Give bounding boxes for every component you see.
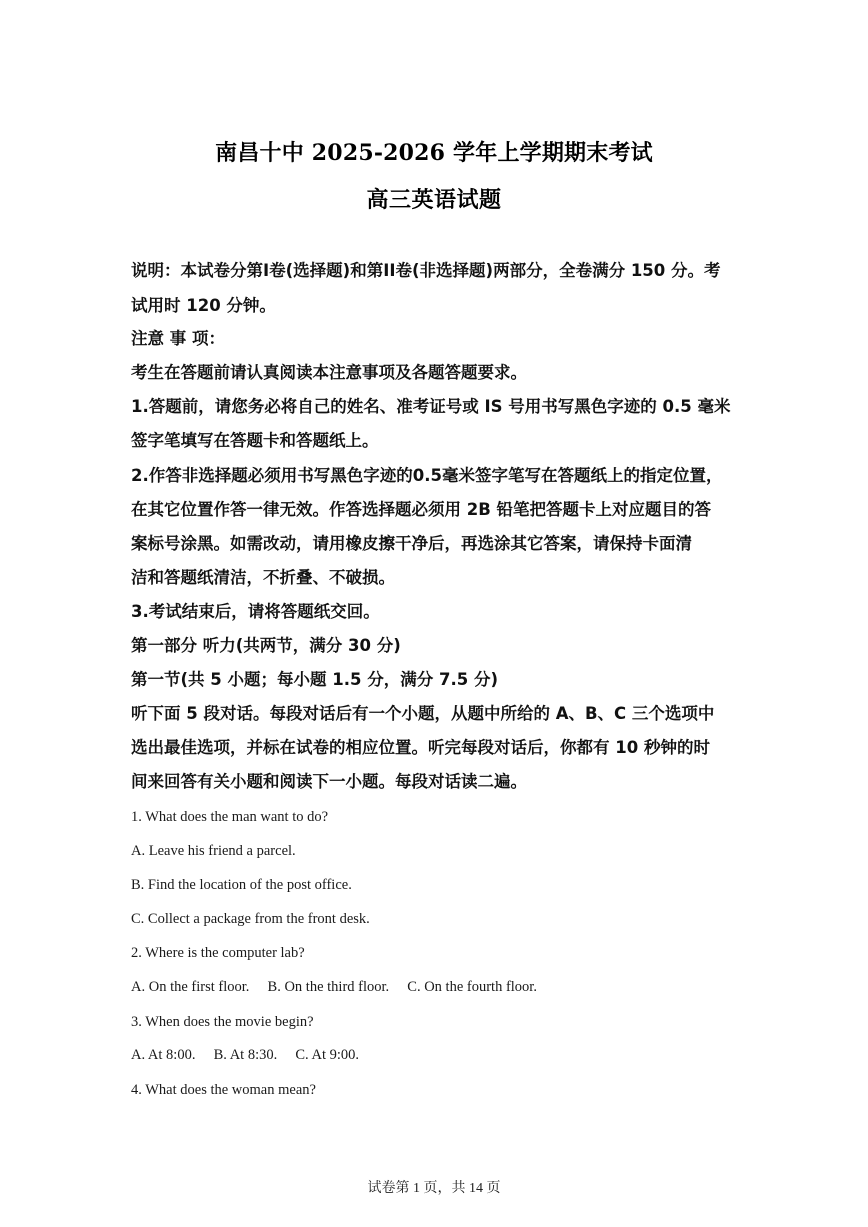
- question-1-option-c: C. Collect a package from the front desk.: [131, 911, 370, 927]
- instruction-item1-line2: 签字笔填写在答题卡和答题纸上。: [131, 431, 379, 450]
- instruction-item2-line1: 2.作答非选择题必须用书写黑色字迹的0.5毫米签字笔写在答题纸上的指定位置，: [131, 466, 723, 485]
- instruction-item3: 3.考试结束后，请将答题纸交回。: [131, 602, 380, 621]
- attention-intro: 考生在答题前请认真阅读本注意事项及各题答题要求。: [131, 363, 527, 382]
- attention-heading: 注意 事 项：: [131, 329, 225, 348]
- instruction-item2-line2: 在其它位置作答一律无效。作答选择题必须用 2B 铅笔把答题卡上对应题目的答: [131, 500, 712, 519]
- instruction-item2-line3: 案标号涂黑。如需改动，请用橡皮擦干净后，再选涂其它答案，请保持卡面清: [131, 534, 692, 553]
- question-3: 3. When does the movie begin?: [131, 1014, 314, 1030]
- page-footer: 试卷第 1 页，共 14 页: [367, 1181, 501, 1196]
- directions-line1: 听下面 5 段对话。每段对话后有一个小题，从题中所给的 A、B、C 三个选项中: [131, 704, 715, 723]
- instruction-item2-line4: 洁和答题纸清洁，不折叠、不破损。: [131, 568, 395, 587]
- instructions-note-line2: 试用时 120 分钟。: [131, 296, 276, 315]
- question-1-option-b: B. Find the location of the post office.: [131, 877, 352, 893]
- section-part1-heading: 第一部分 听力(共两节，满分 30 分): [131, 636, 401, 655]
- question-3-options: A. At 8:00. B. At 8:30. C. At 9:00.: [131, 1047, 359, 1063]
- directions-line3: 间来回答有关小题和阅读下一小题。每段对话读二遍。: [131, 772, 527, 791]
- question-4: 4. What does the woman mean?: [131, 1082, 316, 1098]
- question-2-options: A. On the first floor. B. On the third floor. C. On the fourth floor.: [131, 979, 537, 995]
- exam-title: 南昌十中 2025-2026 学年上学期期末考试: [215, 140, 653, 166]
- instructions-note-line1: 说明：本试卷分第I卷(选择题)和第II卷(非选择题)两部分，全卷满分 150 分。考: [131, 261, 721, 280]
- question-2: 2. Where is the computer lab?: [131, 945, 305, 961]
- question-1-option-a: A. Leave his friend a parcel.: [131, 843, 296, 859]
- directions-line2: 选出最佳选项，并标在试卷的相应位置。听完每段对话后，你都有 10 秒钟的时: [131, 738, 710, 757]
- instruction-item1-line1: 1.答题前，请您务必将自己的姓名、准考证号或 IS 号用书写黑色字迹的 0.5 毫米: [131, 397, 731, 416]
- exam-subtitle: 高三英语试题: [366, 187, 502, 213]
- question-1: 1. What does the man want to do?: [131, 809, 329, 825]
- section-sub1-heading: 第一节(共 5 小题；每小题 1.5 分，满分 7.5 分): [131, 670, 498, 689]
